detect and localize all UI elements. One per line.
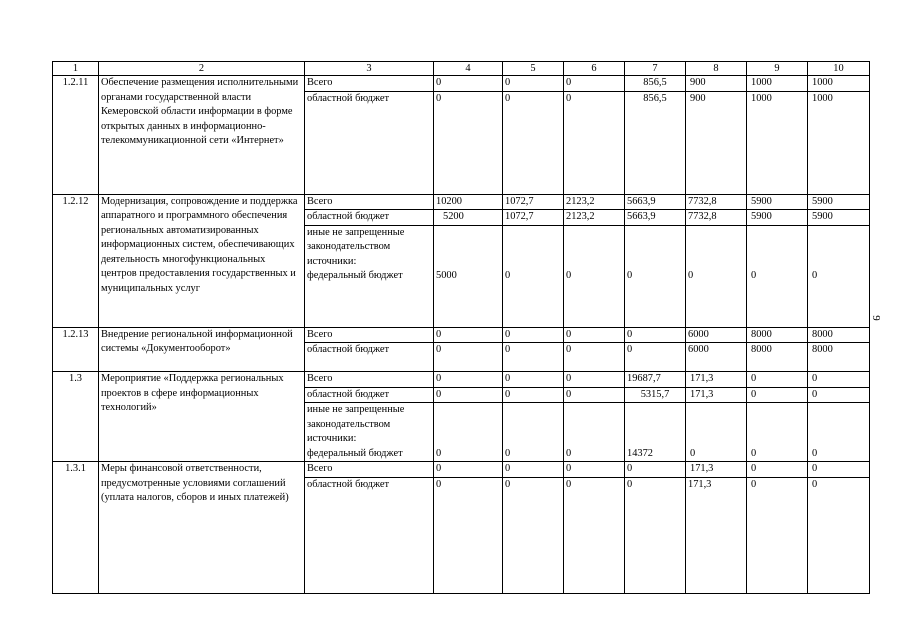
header-row bbox=[53, 62, 870, 76]
value-cell: 1000 bbox=[747, 76, 808, 92]
value-cell: 1072,7 bbox=[503, 210, 564, 226]
value-cell: 5663,9 bbox=[625, 194, 686, 210]
value-cell: 5315,7 bbox=[625, 387, 686, 403]
value-cell: 19687,7 bbox=[625, 372, 686, 388]
value-cell: 1000 bbox=[808, 76, 870, 92]
source-label: Всего bbox=[305, 372, 434, 388]
value-cell: 0 bbox=[564, 343, 625, 372]
value-cell: 6000 bbox=[686, 327, 747, 343]
item-name: Мероприятие «Поддержка региональных проектов в сфере информационных технологий» bbox=[99, 372, 305, 462]
value-cell: 7732,8 bbox=[686, 210, 747, 226]
value-cell: 10200 bbox=[434, 194, 503, 210]
source-label: областной бюджет bbox=[305, 210, 434, 226]
value-cell: 0 bbox=[564, 387, 625, 403]
source-label: областной бюджет bbox=[305, 387, 434, 403]
value-cell: 0 bbox=[503, 403, 564, 462]
source-label: областной бюджет bbox=[305, 477, 434, 593]
budget-table bbox=[52, 61, 870, 594]
value-cell: 5900 bbox=[808, 194, 870, 210]
item-name: Обеспечение размещения исполнительными органами государственной власти Кемеровской области информации в форме открытых данных в информационно-телекоммуникационной сети «Интернет» bbox=[99, 76, 305, 195]
value-cell: 900 bbox=[686, 76, 747, 92]
value-cell: 5000 bbox=[434, 225, 503, 327]
value-cell: 0 bbox=[434, 76, 503, 92]
value-cell: 0 bbox=[625, 462, 686, 478]
page-number: 9 bbox=[869, 315, 882, 321]
value-cell: 0 bbox=[434, 91, 503, 194]
value-cell: 0 bbox=[503, 327, 564, 343]
value-cell: 0 bbox=[808, 462, 870, 478]
table-row bbox=[53, 462, 870, 478]
federal-label: федеральный бюджет bbox=[307, 447, 403, 459]
value-cell: 0 bbox=[747, 403, 808, 462]
value-cell: 0 bbox=[808, 477, 870, 593]
value-cell: 0 bbox=[747, 372, 808, 388]
other-sources-label: иные не запрещенные законодательством источники: bbox=[307, 404, 405, 444]
other-sources-label: иные не запрещенные законодательством источники: bbox=[307, 226, 405, 267]
header-cell: 3 bbox=[305, 62, 434, 76]
item-number: 1.2.11 bbox=[53, 76, 99, 195]
header-cell: 8 bbox=[686, 62, 747, 76]
value-cell: 0 bbox=[564, 327, 625, 343]
value-cell: 2123,2 bbox=[564, 194, 625, 210]
value-cell: 0 bbox=[503, 372, 564, 388]
value-cell: 0 bbox=[564, 403, 625, 462]
source-label bbox=[305, 225, 434, 327]
value-cell: 5900 bbox=[747, 194, 808, 210]
value-cell: 0 bbox=[434, 462, 503, 478]
value-cell: 0 bbox=[625, 343, 686, 372]
value-cell: 0 bbox=[564, 225, 625, 327]
item-number: 1.2.12 bbox=[53, 194, 99, 327]
value-cell: 6000 bbox=[686, 343, 747, 372]
value-cell: 0 bbox=[434, 372, 503, 388]
value-cell: 8000 bbox=[808, 327, 870, 343]
table-row bbox=[53, 194, 870, 210]
value-cell: 171,3 bbox=[686, 462, 747, 478]
value-cell: 0 bbox=[564, 372, 625, 388]
value-cell: 0 bbox=[686, 403, 747, 462]
value-cell: 7732,8 bbox=[686, 194, 747, 210]
federal-label: федеральный бюджет bbox=[307, 270, 403, 281]
value-cell: 0 bbox=[747, 477, 808, 593]
value-cell: 14372 bbox=[625, 403, 686, 462]
value-cell: 0 bbox=[434, 477, 503, 593]
value-cell: 0 bbox=[434, 387, 503, 403]
value-cell: 0 bbox=[564, 76, 625, 92]
value-cell: 5900 bbox=[808, 210, 870, 226]
source-label: Всего bbox=[305, 327, 434, 343]
value-cell: 856,5 bbox=[625, 76, 686, 92]
header-cell: 9 bbox=[747, 62, 808, 76]
header-cell: 4 bbox=[434, 62, 503, 76]
value-cell: 171,3 bbox=[686, 372, 747, 388]
value-cell: 1000 bbox=[747, 91, 808, 194]
source-label: областной бюджет bbox=[305, 91, 434, 194]
item-number: 1.3.1 bbox=[53, 462, 99, 594]
value-cell: 8000 bbox=[747, 327, 808, 343]
value-cell: 0 bbox=[503, 462, 564, 478]
header-cell: 6 bbox=[564, 62, 625, 76]
value-cell: 0 bbox=[503, 225, 564, 327]
value-cell: 0 bbox=[434, 327, 503, 343]
value-cell: 1000 bbox=[808, 91, 870, 194]
item-name: Внедрение региональной информационной системы «Документооборот» bbox=[99, 327, 305, 372]
value-cell: 0 bbox=[808, 403, 870, 462]
source-label: областной бюджет bbox=[305, 343, 434, 372]
source-label: Всего bbox=[305, 194, 434, 210]
value-cell: 171,3 bbox=[686, 387, 747, 403]
header-cell: 1 bbox=[53, 62, 99, 76]
item-number: 1.2.13 bbox=[53, 327, 99, 372]
item-number: 1.3 bbox=[53, 372, 99, 462]
value-cell: 0 bbox=[564, 91, 625, 194]
header-cell: 2 bbox=[99, 62, 305, 76]
value-cell: 0 bbox=[808, 387, 870, 403]
value-cell: 171,3 bbox=[686, 477, 747, 593]
source-label bbox=[305, 403, 434, 462]
value-cell: 856,5 bbox=[625, 91, 686, 194]
value-cell: 0 bbox=[625, 477, 686, 593]
value-cell: 0 bbox=[434, 403, 503, 462]
value-cell: 0 bbox=[434, 343, 503, 372]
value-cell: 0 bbox=[503, 91, 564, 194]
value-cell: 0 bbox=[503, 477, 564, 593]
value-cell: 0 bbox=[503, 343, 564, 372]
source-label: Всего bbox=[305, 462, 434, 478]
value-cell: 0 bbox=[564, 477, 625, 593]
table-row bbox=[53, 76, 870, 92]
value-cell: 8000 bbox=[747, 343, 808, 372]
value-cell: 0 bbox=[747, 387, 808, 403]
source-label: Всего bbox=[305, 76, 434, 92]
value-cell: 2123,2 bbox=[564, 210, 625, 226]
value-cell: 0 bbox=[625, 225, 686, 327]
value-cell: 0 bbox=[747, 225, 808, 327]
value-cell: 900 bbox=[686, 91, 747, 194]
value-cell: 0 bbox=[808, 372, 870, 388]
value-cell: 0 bbox=[503, 76, 564, 92]
value-cell: 0 bbox=[625, 327, 686, 343]
value-cell: 1072,7 bbox=[503, 194, 564, 210]
value-cell: 5663,9 bbox=[625, 210, 686, 226]
value-cell: 0 bbox=[747, 462, 808, 478]
table-row bbox=[53, 327, 870, 343]
value-cell: 0 bbox=[564, 462, 625, 478]
value-cell: 5200 bbox=[434, 210, 503, 226]
header-cell: 10 bbox=[808, 62, 870, 76]
value-cell: 0 bbox=[808, 225, 870, 327]
value-cell: 0 bbox=[503, 387, 564, 403]
header-cell: 7 bbox=[625, 62, 686, 76]
value-cell: 0 bbox=[686, 225, 747, 327]
table-row bbox=[53, 372, 870, 388]
item-name: Меры финансовой ответственности, предусмотренные условиями соглашений (уплата налогов, сборов и иных платежей) bbox=[99, 462, 305, 594]
value-cell: 8000 bbox=[808, 343, 870, 372]
header-cell: 5 bbox=[503, 62, 564, 76]
value-cell: 5900 bbox=[747, 210, 808, 226]
item-name: Модернизация, сопровождение и поддержка аппаратного и программного обеспечения региональных автоматизированных информационных систем, обеспечивающих деятельность многофункциональных центров предоставления государственных и муниципальных услуг bbox=[99, 194, 305, 327]
